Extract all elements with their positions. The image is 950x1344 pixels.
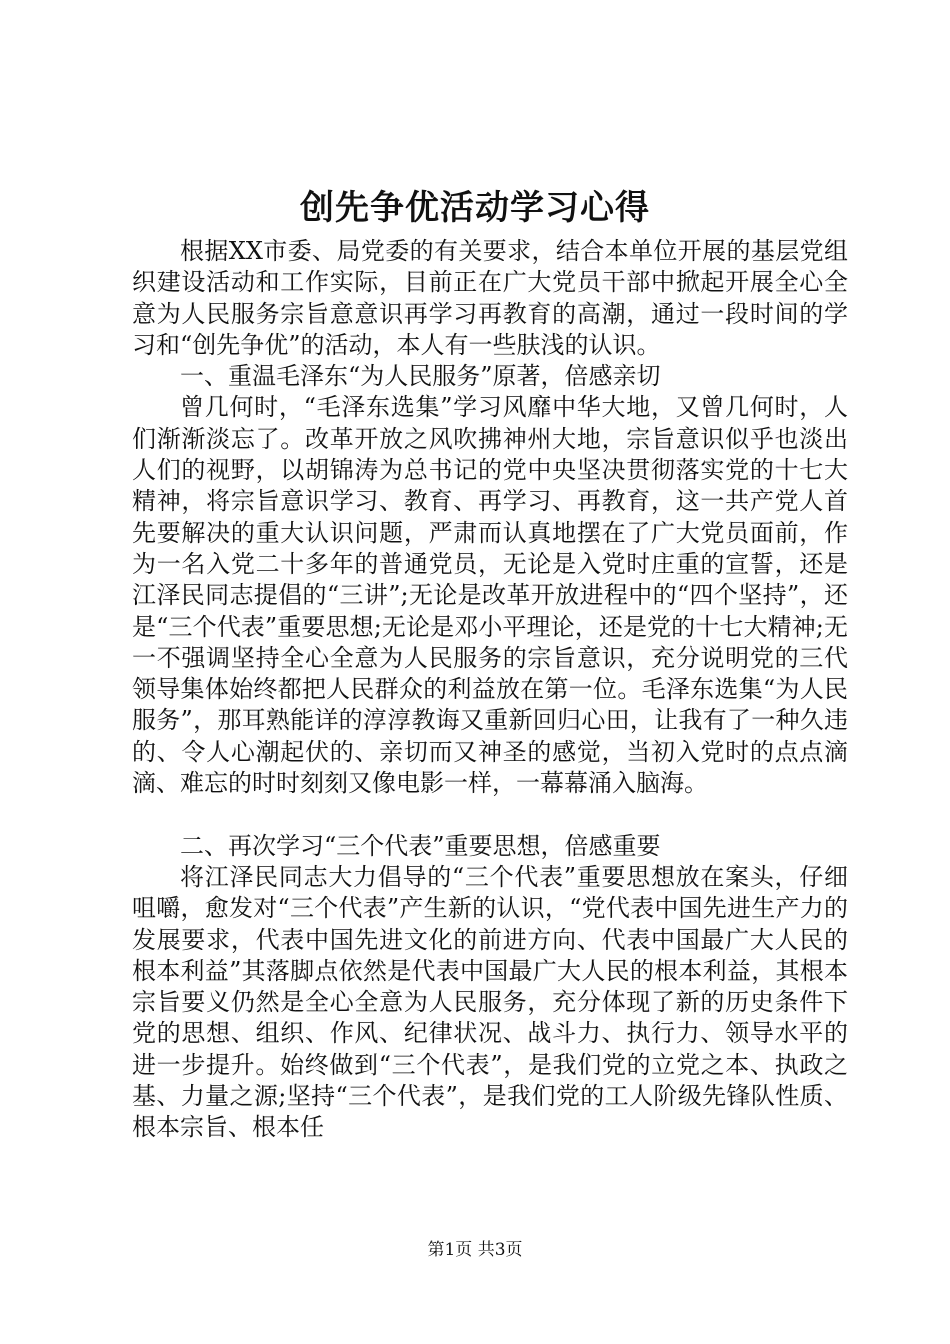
page-number-footer: 第1页 共3页 [427,1240,523,1260]
intro-paragraph: 根据XX市委、局党委的有关要求，结合本单位开展的基层党组织建设活动和工作实际，目前正在广大党员干部中掀起开展全心全意为人民服务宗旨意意识再学习再教育的高潮，通过一段时间的学习和“创先争优”的活动，本人有一些肤浅的认识。 [132,237,848,359]
document-body [132,236,848,1144]
section-heading-1: 一、重温毛泽东“为人民服务”原著，倍感亲切 [180,362,661,391]
section-2-paragraph: 将江泽民同志大力倡导的“三个代表”重要思想放在案头，仔细咀嚼，愈发对“三个代表”产生新的认识，“党代表中国先进生产力的发展要求，代表中国先进文化的前进方向、代表中国最广大人民的根本利益”其落脚点依然是代表中国最广大人民的根本利益，其根本宗旨要义仍然是全心全意为人民服务，充分体现了新的历史条件下党的思想、组织、作风、纪律状况、战斗力、执行力、领导水平的进一步提升。始终做到“三个代表”，是我们党的立党之本、执政之基、力量之源;坚持“三个代表”，是我们党的工人阶级先锋队性质、根本宗旨、根本任 [132,862,848,1142]
section-heading-2: 二、再次学习“三个代表”重要思想，倍感重要 [180,831,661,860]
section-1-paragraph: 曾几何时，“毛泽东选集”学习风靡中华大地，又曾几何时，人们渐渐淡忘了。改革开放之风吹拂神州大地，宗旨意识似乎也淡出人们的视野，以胡锦涛为总书记的党中央坚决贯彻落实党的十七大精神，将宗旨意识学习、教育、再学习、再教育，这一共产党人首先要解决的重大认识问题，严肃而认真地摆在了广大党员面前，作为一名入党二十多年的普通党员，无论是入党时庄重的宣誓，还是江泽民同志提倡的“三讲”;无论是改革开放进程中的“四个坚持”，还是“三个代表”重要思想;无论是邓小平理论，还是党的十七大精神;无一不强调坚持全心全意为人民服务的宗旨意识，充分说明党的三代领导集体始终都把人民群众的利益放在第一位。毛泽东选集“为人民服务”，那耳熟能详的淳淳教诲又重新回归心田，让我有了一种久违的、令人心潮起伏的、亲切而又神圣的感觉，当初入党时的点点滴滴、难忘的时时刻刻又像电影一样，一幕幕涌入脑海。 [132,393,848,798]
document-title: 创先争优活动学习心得 [300,188,650,228]
